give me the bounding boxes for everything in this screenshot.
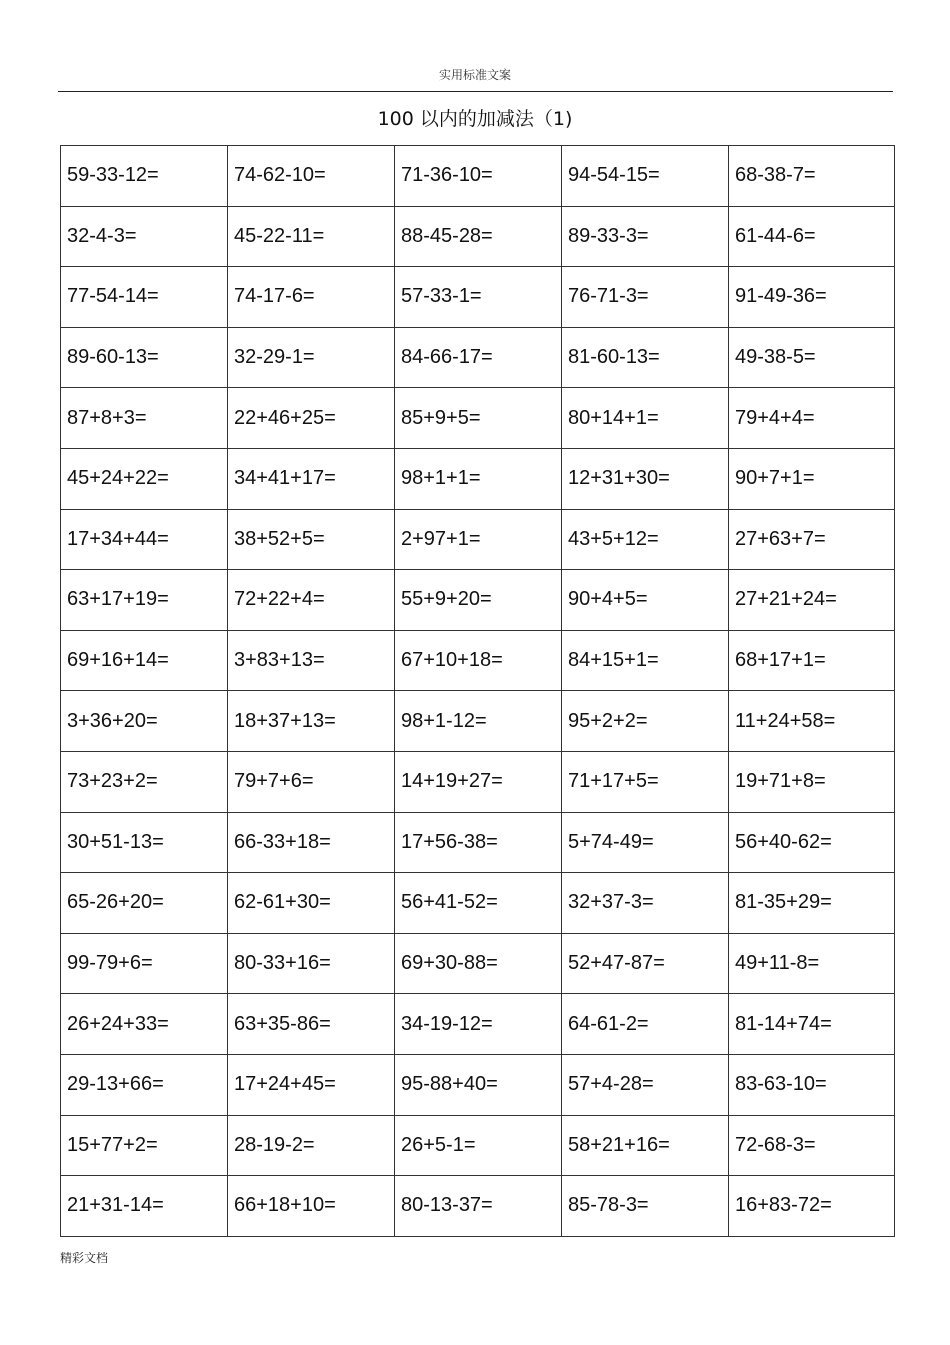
problem-cell: 66-33+18= xyxy=(228,812,395,873)
problem-cell: 32+37-3= xyxy=(562,873,729,934)
problem-cell: 95+2+2= xyxy=(562,691,729,752)
problem-cell: 74-17-6= xyxy=(228,267,395,328)
problem-cell: 28-19-2= xyxy=(228,1115,395,1176)
problem-cell: 18+37+13= xyxy=(228,691,395,752)
problem-cell: 81-14+74= xyxy=(729,994,895,1055)
problem-cell: 34+41+17= xyxy=(228,448,395,509)
worksheet-row xyxy=(61,509,895,570)
worksheet-body xyxy=(61,146,895,1237)
problem-cell: 98+1+1= xyxy=(395,448,562,509)
problem-cell: 26+5-1= xyxy=(395,1115,562,1176)
problem-cell: 27+63+7= xyxy=(729,509,895,570)
problem-cell: 64-61-2= xyxy=(562,994,729,1055)
worksheet-row xyxy=(61,1054,895,1115)
problem-cell: 91-49-36= xyxy=(729,267,895,328)
problem-cell: 17+34+44= xyxy=(61,509,228,570)
problem-cell: 85-78-3= xyxy=(562,1176,729,1237)
problem-cell: 29-13+66= xyxy=(61,1054,228,1115)
problem-cell: 59-33-12= xyxy=(61,146,228,207)
problem-cell: 66+18+10= xyxy=(228,1176,395,1237)
problem-cell: 5+74-49= xyxy=(562,812,729,873)
problem-cell: 90+7+1= xyxy=(729,448,895,509)
problem-cell: 57+4-28= xyxy=(562,1054,729,1115)
problem-cell: 45-22-11= xyxy=(228,206,395,267)
problem-cell: 99-79+6= xyxy=(61,933,228,994)
worksheet-row xyxy=(61,1115,895,1176)
problem-cell: 43+5+12= xyxy=(562,509,729,570)
problem-cell: 38+52+5= xyxy=(228,509,395,570)
worksheet-row xyxy=(61,933,895,994)
problem-cell: 12+31+30= xyxy=(562,448,729,509)
problem-cell: 32-4-3= xyxy=(61,206,228,267)
problem-cell: 79+7+6= xyxy=(228,751,395,812)
problem-cell: 89-33-3= xyxy=(562,206,729,267)
problem-cell: 21+31-14= xyxy=(61,1176,228,1237)
problem-cell: 69+16+14= xyxy=(61,630,228,691)
worksheet-row xyxy=(61,630,895,691)
worksheet-row xyxy=(61,1176,895,1237)
page-title: 100 以内的加减法（1) xyxy=(377,108,573,130)
worksheet-row xyxy=(61,146,895,207)
problem-cell: 15+77+2= xyxy=(61,1115,228,1176)
problem-cell: 16+83-72= xyxy=(729,1176,895,1237)
problem-cell: 68+17+1= xyxy=(729,630,895,691)
problem-cell: 32-29-1= xyxy=(228,327,395,388)
worksheet-row xyxy=(61,570,895,631)
worksheet-row xyxy=(61,206,895,267)
problem-cell: 72-68-3= xyxy=(729,1115,895,1176)
problem-cell: 19+71+8= xyxy=(729,751,895,812)
page-footer: 精彩文档 xyxy=(60,1251,109,1265)
worksheet-row xyxy=(61,327,895,388)
worksheet-row xyxy=(61,388,895,449)
problem-cell: 80-13-37= xyxy=(395,1176,562,1237)
problem-cell: 63+17+19= xyxy=(61,570,228,631)
problem-cell: 55+9+20= xyxy=(395,570,562,631)
problem-cell: 3+36+20= xyxy=(61,691,228,752)
problem-cell: 88-45-28= xyxy=(395,206,562,267)
problem-cell: 79+4+4= xyxy=(729,388,895,449)
problem-cell: 49+11-8= xyxy=(729,933,895,994)
problem-cell: 71+17+5= xyxy=(562,751,729,812)
problem-cell: 17+56-38= xyxy=(395,812,562,873)
problem-cell: 22+46+25= xyxy=(228,388,395,449)
problem-cell: 63+35-86= xyxy=(228,994,395,1055)
problem-cell: 56+41-52= xyxy=(395,873,562,934)
problem-cell: 84-66-17= xyxy=(395,327,562,388)
worksheet-row xyxy=(61,751,895,812)
problem-cell: 81-35+29= xyxy=(729,873,895,934)
problem-cell: 45+24+22= xyxy=(61,448,228,509)
problem-cell: 89-60-13= xyxy=(61,327,228,388)
worksheet-row xyxy=(61,812,895,873)
problem-cell: 84+15+1= xyxy=(562,630,729,691)
problem-cell: 17+24+45= xyxy=(228,1054,395,1115)
problem-cell: 69+30-88= xyxy=(395,933,562,994)
problem-cell: 80-33+16= xyxy=(228,933,395,994)
worksheet-row xyxy=(61,873,895,934)
problem-cell: 56+40-62= xyxy=(729,812,895,873)
problem-cell: 11+24+58= xyxy=(729,691,895,752)
problem-cell: 68-38-7= xyxy=(729,146,895,207)
problem-cell: 94-54-15= xyxy=(562,146,729,207)
problem-cell: 80+14+1= xyxy=(562,388,729,449)
header-divider xyxy=(58,91,893,92)
problem-cell: 49-38-5= xyxy=(729,327,895,388)
problem-cell: 73+23+2= xyxy=(61,751,228,812)
problem-cell: 74-62-10= xyxy=(228,146,395,207)
worksheet-row xyxy=(61,448,895,509)
problem-cell: 30+51-13= xyxy=(61,812,228,873)
problem-cell: 52+47-87= xyxy=(562,933,729,994)
problem-cell: 71-36-10= xyxy=(395,146,562,207)
problem-cell: 61-44-6= xyxy=(729,206,895,267)
problem-cell: 95-88+40= xyxy=(395,1054,562,1115)
problem-cell: 2+97+1= xyxy=(395,509,562,570)
problem-cell: 77-54-14= xyxy=(61,267,228,328)
worksheet-row xyxy=(61,691,895,752)
problem-cell: 14+19+27= xyxy=(395,751,562,812)
problem-cell: 98+1-12= xyxy=(395,691,562,752)
problem-cell: 90+4+5= xyxy=(562,570,729,631)
worksheet-row xyxy=(61,267,895,328)
problem-cell: 58+21+16= xyxy=(562,1115,729,1176)
problem-cell: 34-19-12= xyxy=(395,994,562,1055)
running-header: 实用标准文案 xyxy=(438,68,511,82)
problem-cell: 67+10+18= xyxy=(395,630,562,691)
problem-cell: 85+9+5= xyxy=(395,388,562,449)
problem-cell: 57-33-1= xyxy=(395,267,562,328)
problem-cell: 72+22+4= xyxy=(228,570,395,631)
arithmetic-worksheet-table xyxy=(60,145,895,1237)
problem-cell: 76-71-3= xyxy=(562,267,729,328)
problem-cell: 83-63-10= xyxy=(729,1054,895,1115)
problem-cell: 65-26+20= xyxy=(61,873,228,934)
problem-cell: 26+24+33= xyxy=(61,994,228,1055)
problem-cell: 62-61+30= xyxy=(228,873,395,934)
problem-cell: 27+21+24= xyxy=(729,570,895,631)
problem-cell: 81-60-13= xyxy=(562,327,729,388)
problem-cell: 3+83+13= xyxy=(228,630,395,691)
worksheet-row xyxy=(61,994,895,1055)
problem-cell: 87+8+3= xyxy=(61,388,228,449)
